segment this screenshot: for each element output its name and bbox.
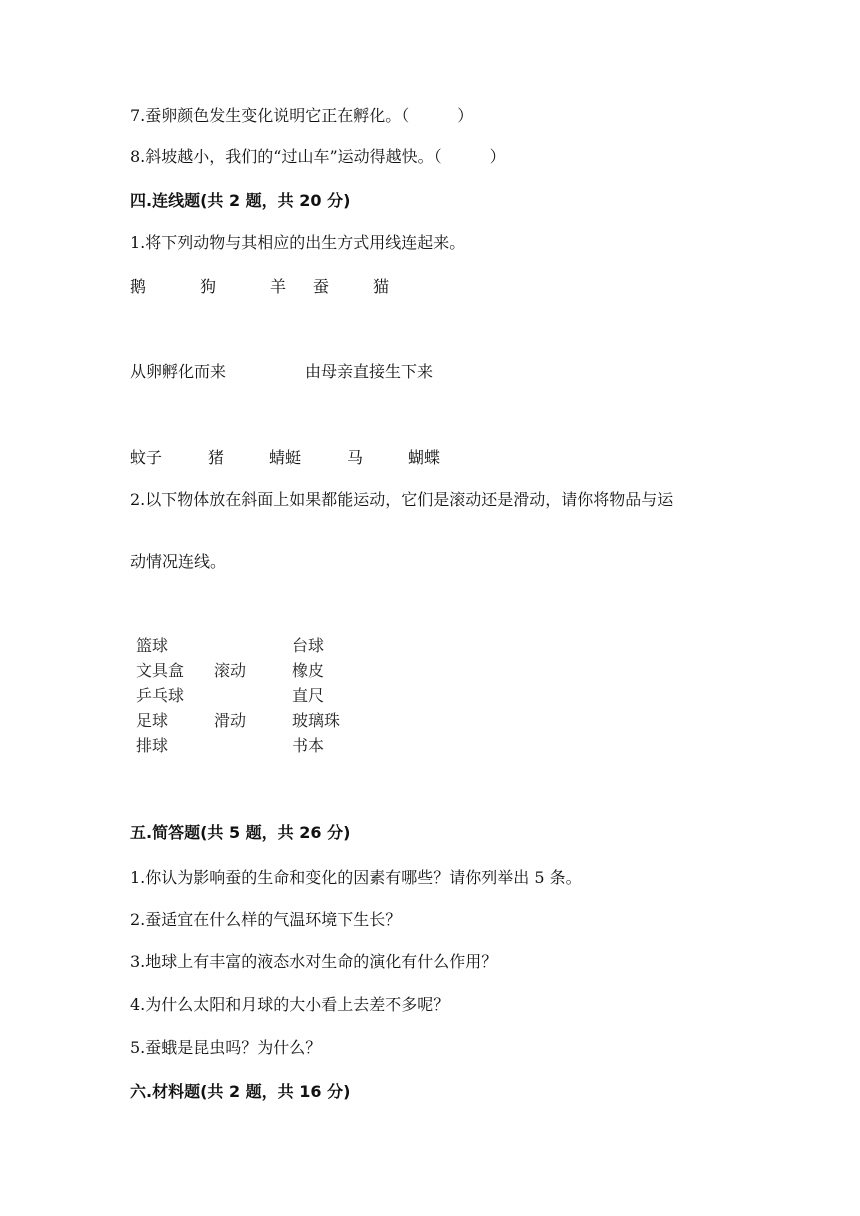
paren-close: ）: [489, 147, 506, 166]
section-4-heading: 四.连线题(共 2 题，共 20 分): [130, 191, 351, 210]
short-answer-question: 5.蚕蛾是昆虫吗？为什么？: [130, 1038, 322, 1057]
figure-right-item: 玻璃珠: [292, 711, 341, 730]
short-answer-question: 1.你认为影响蚕的生命和变化的因素有哪些？请你列举出 5 条。: [130, 868, 582, 887]
figure-left-item: 排球: [136, 736, 169, 755]
short-answer-question: 2.蚕适宜在什么样的气温环境下生长？: [130, 910, 402, 929]
rolling-sliding-figure: [130, 628, 360, 760]
bottom-animal: 蜻蜓: [269, 448, 302, 467]
tf-question-8: [130, 147, 506, 167]
figure-left-item: 篮球: [136, 636, 169, 655]
tf-question-7: [130, 106, 473, 126]
top-animal: 鹅: [130, 277, 147, 296]
birth-method: 从卵孵化而来: [130, 362, 227, 381]
top-animal: 猫: [373, 277, 390, 296]
bottom-animal: 猪: [208, 448, 225, 467]
figure-right-item: 直尺: [292, 686, 325, 705]
figure-left-item: 足球: [136, 711, 169, 730]
paren-close: ）: [457, 106, 474, 125]
bottom-animal: 蚊子: [130, 448, 163, 467]
figure-right-item: 台球: [292, 636, 325, 655]
figure-right-item: 书本: [292, 736, 325, 755]
short-answer-question: 4.为什么太阳和月球的大小看上去差不多呢？: [130, 995, 450, 1014]
tf-question-8-text: 8.斜坡越小，我们的“过山车”运动得越快。（: [130, 147, 442, 166]
bottom-animal: 马: [347, 448, 364, 467]
bottom-animal: 蝴蝶: [408, 448, 441, 467]
figure-right-item: 橡皮: [292, 661, 325, 680]
birth-method: 由母亲直接生下来: [305, 362, 434, 381]
figure-motion-type: 滑动: [214, 711, 247, 730]
section-5-heading: 五.简答题(共 5 题，共 26 分): [130, 823, 351, 842]
figure-left-item: 文具盒: [136, 661, 185, 680]
short-answer-question: 3.地球上有丰富的液态水对生命的演化有什么作用？: [130, 952, 498, 971]
figure-motion-type: 滚动: [214, 661, 247, 680]
matching-question-2-prompt-line1: 2.以下物体放在斜面上如果都能运动，它们是滚动还是滑动，请你将物品与运: [130, 490, 674, 509]
top-animal: 羊: [270, 277, 287, 296]
top-animal: 蚕: [313, 277, 330, 296]
matching-question-1-prompt: 1.将下列动物与其相应的出生方式用线连起来。: [130, 233, 466, 252]
tf-question-7-text: 7.蚕卵颜色发生变化说明它正在孵化。（: [130, 106, 410, 125]
matching-question-2-prompt-line2: 动情况连线。: [130, 552, 227, 571]
figure-left-item: 乒乓球: [136, 686, 185, 705]
top-animal: 狗: [200, 277, 217, 296]
section-6-heading: 六.材料题(共 2 题，共 16 分): [130, 1082, 351, 1101]
